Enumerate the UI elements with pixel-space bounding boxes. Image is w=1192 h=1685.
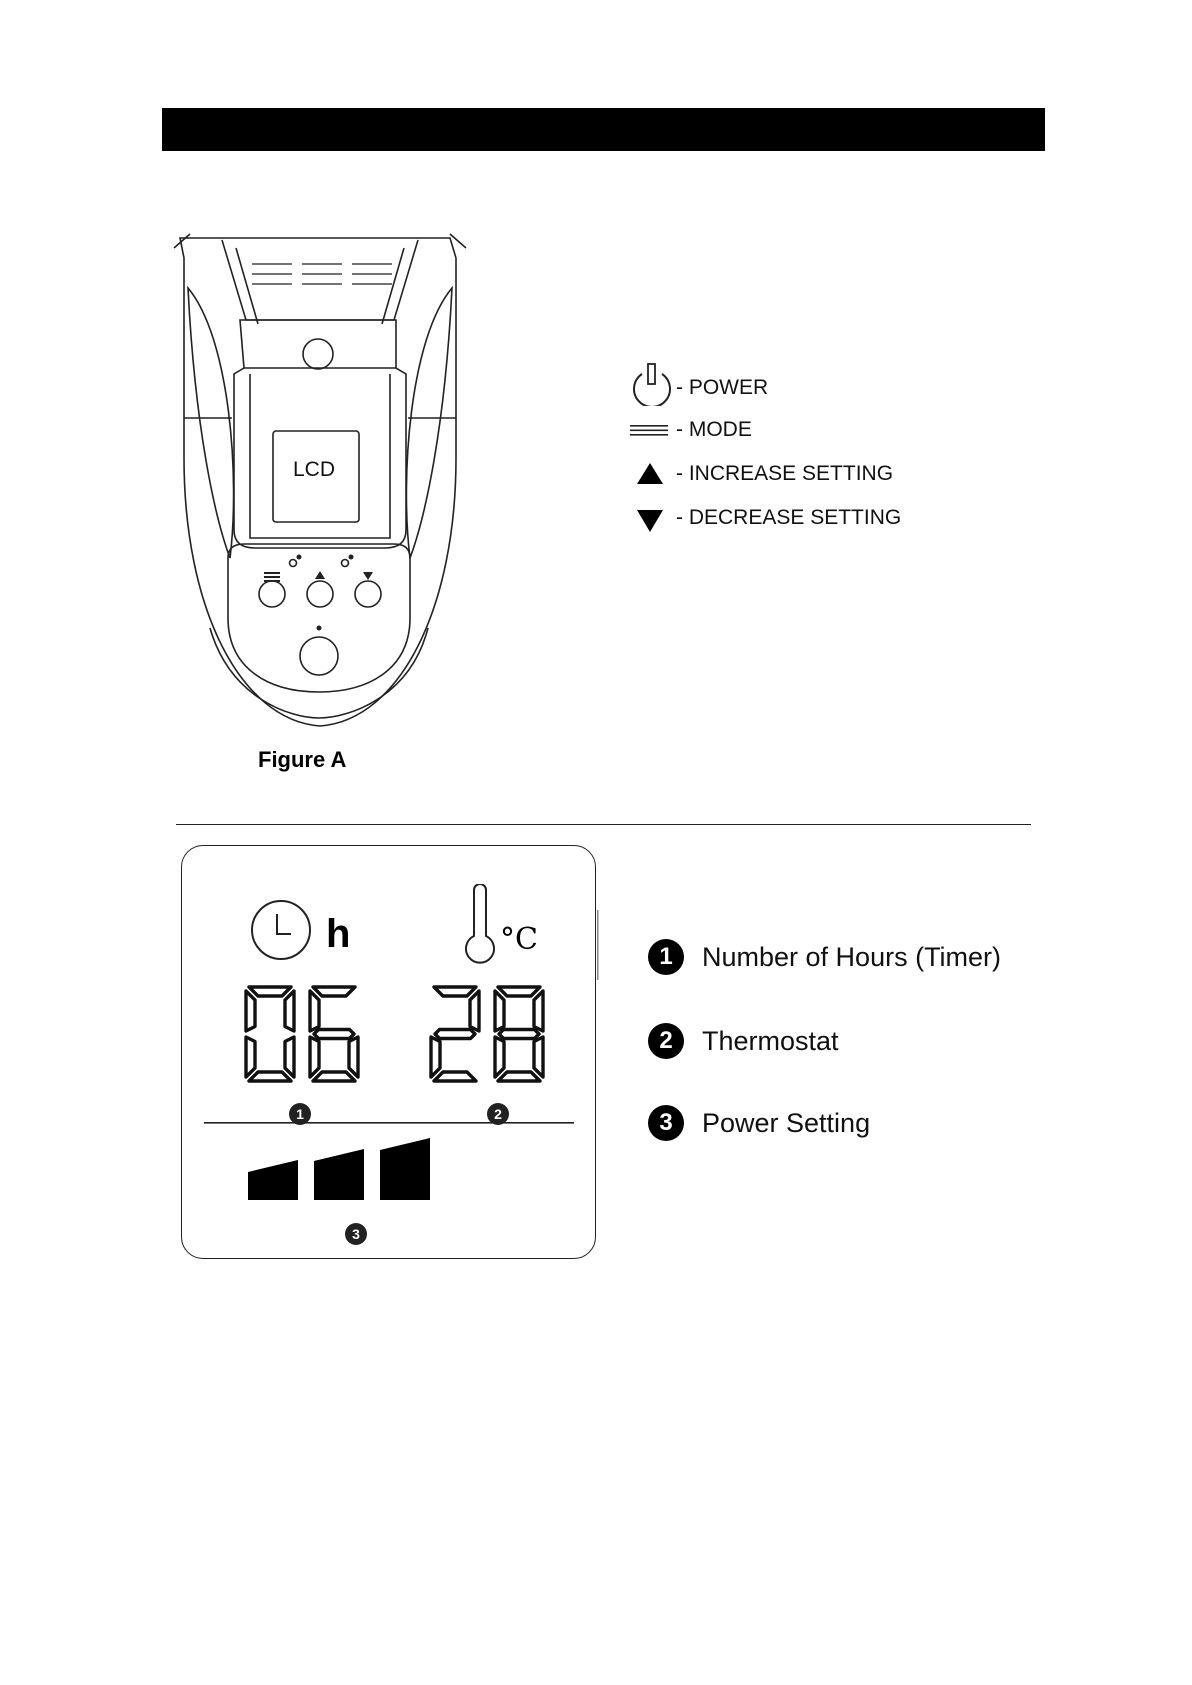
panel-edge-mark bbox=[597, 910, 601, 980]
thermometer-icon bbox=[462, 884, 498, 966]
legend-row-power bbox=[628, 368, 768, 408]
segment-b bbox=[534, 991, 543, 1031]
callout-marker-1: 1 bbox=[289, 1103, 311, 1125]
segment-a bbox=[498, 987, 540, 996]
callout-marker-3: 3 bbox=[345, 1223, 367, 1245]
segment-c bbox=[285, 1037, 294, 1077]
segment-f bbox=[495, 991, 504, 1031]
legend-label: - INCREASE SETTING bbox=[676, 462, 894, 485]
header-bar bbox=[162, 108, 1045, 151]
segment-b bbox=[285, 991, 294, 1031]
triangle-up-icon bbox=[628, 454, 676, 494]
callout-item-3 bbox=[648, 1105, 870, 1141]
mode-icon bbox=[628, 410, 676, 450]
power-icon bbox=[628, 368, 676, 408]
triangle-down-icon bbox=[628, 498, 676, 538]
segment-f bbox=[310, 991, 319, 1031]
segment-d bbox=[313, 1072, 355, 1081]
lcd-label: LCD bbox=[292, 458, 335, 481]
power-level-bar bbox=[314, 1149, 364, 1200]
timer-unit: h bbox=[326, 912, 351, 956]
segment-c bbox=[349, 1037, 358, 1077]
device-illustration bbox=[170, 228, 470, 738]
power-level-bar bbox=[380, 1138, 430, 1200]
power-level-bars bbox=[248, 1130, 438, 1200]
segment-f bbox=[246, 991, 255, 1031]
power-level-bar bbox=[248, 1160, 298, 1200]
callout-number: 2 bbox=[648, 1023, 684, 1059]
temperature-unit: °C bbox=[500, 922, 538, 957]
segment-a bbox=[313, 987, 355, 996]
segment-d bbox=[249, 1072, 291, 1081]
figure-caption: Figure A bbox=[258, 747, 347, 772]
temperature-readout bbox=[428, 985, 558, 1085]
lcd-divider bbox=[204, 1122, 576, 1125]
segment-e bbox=[495, 1037, 504, 1077]
callout-label: Number of Hours (Timer) bbox=[702, 941, 1002, 972]
segment-e bbox=[431, 1037, 440, 1077]
callout-item-2 bbox=[648, 1023, 839, 1059]
section-divider bbox=[176, 824, 1031, 825]
legend-row-increase bbox=[628, 454, 893, 494]
clock-icon bbox=[249, 898, 313, 962]
segment-a bbox=[249, 987, 291, 996]
legend-label: - POWER bbox=[676, 376, 769, 399]
segment-a bbox=[434, 987, 476, 996]
segment-g bbox=[499, 1030, 539, 1039]
legend-label: - MODE bbox=[676, 418, 752, 441]
callout-marker-2: 2 bbox=[487, 1103, 509, 1125]
segment-d bbox=[434, 1072, 476, 1081]
segment-e bbox=[310, 1037, 319, 1077]
callout-number: 3 bbox=[648, 1105, 684, 1141]
callout-item-1 bbox=[648, 939, 1001, 975]
legend-label: - DECREASE SETTING bbox=[676, 506, 902, 529]
segment-b bbox=[470, 991, 479, 1031]
callout-number: 1 bbox=[648, 939, 684, 975]
callout-label: Power Setting bbox=[702, 1107, 871, 1138]
segment-g bbox=[435, 1030, 475, 1039]
segment-e bbox=[246, 1037, 255, 1077]
legend-row-mode bbox=[628, 410, 752, 450]
callout-label: Thermostat bbox=[702, 1025, 839, 1056]
hours-readout bbox=[243, 985, 373, 1085]
segment-d bbox=[498, 1072, 540, 1081]
legend-row-decrease bbox=[628, 498, 901, 538]
segment-c bbox=[534, 1037, 543, 1077]
segment-g bbox=[314, 1030, 354, 1039]
